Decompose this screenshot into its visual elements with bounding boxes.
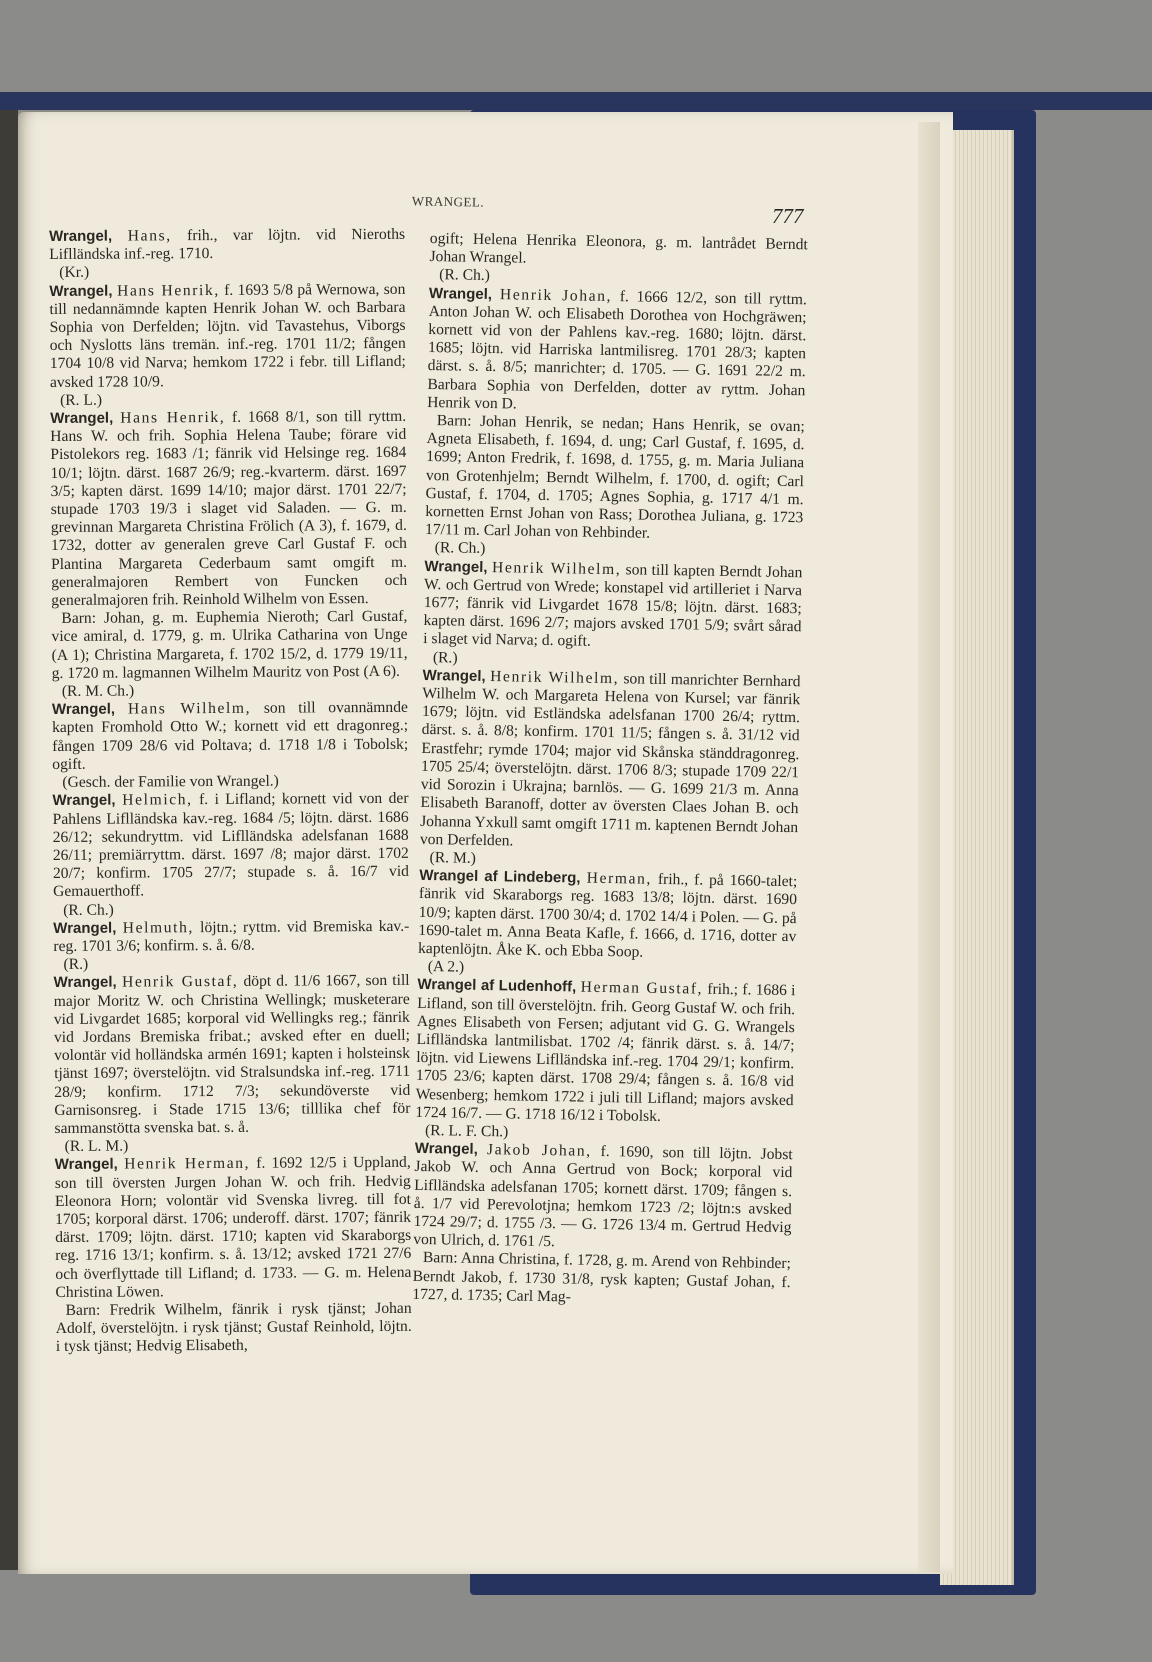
entry-surname: Wrangel, xyxy=(51,700,129,719)
entry-surname: Wrangel, xyxy=(49,282,118,300)
entry-text: f. 1690, son till löjtn. Jobst Jakob W. och Anna Gertrud von Bock; korporal vid Liflländska adelsfanan 1705; kornett därst. 1709; fången s. å. 1/7 vid Perevolotjna; hemkom 1723 /2; löjtn:s avsked 1724 29/7; d. 1755 /3. — G. 1726 13/4 m. Gertrud Hedvig von Ulrich, d. 1761 /5. xyxy=(413,1142,793,1251)
biography-entry xyxy=(53,918,409,957)
entry-children: Barn: Johan, g. m. Euphemia Nieroth; Carl Gustaf, vice amiral, d. 1779, g. m. Ulrika Catharina von Unge (A 1); Christina Margareta, f. 1702 15/2, d. 1779 19/11, g. 1720 m. lagmannen Wilhelm Mauritz von Post (A 6). xyxy=(51,608,408,682)
entry-surname: Wrangel, xyxy=(53,919,123,937)
entry-given-name: Henrik Wilhelm, xyxy=(491,558,622,578)
running-head: WRANGEL. xyxy=(411,193,485,210)
entry-given-name: Hans Henrik, xyxy=(120,408,226,427)
biography-entry xyxy=(54,972,411,1138)
entry-source: (R. L. F. Ch.) xyxy=(424,1121,509,1141)
entry-source: (Kr.) xyxy=(59,264,90,282)
biography-entry xyxy=(49,226,405,265)
entry-surname: Wrangel, xyxy=(52,791,123,810)
entry-text: frih.; f. 1686 i Lifland, son till överstelöjtn. frih. Georg Gustaf W. och frih. Agnes Elisabeth von Fersen; adjutant vid G. G. Wrangels Liflländska lantmilisbat. 1702 /4; fänrik därst. s. å. 14/7; löjtn. vid Liewens Liflländska inf.-reg. 1704 29/1; konfirm. 1705 23/6; kapten därst. 1708 29/4; fången s. å. 16/8 vid Wesenberg; hemkom 1722 i juli till Lifland; majors avsked 1724 16/7. — G. 1718 16/12 i Tobolsk. xyxy=(415,980,796,1125)
entry-given-name: Herman Gustaf, xyxy=(580,978,704,998)
entry-surname: Wrangel, xyxy=(424,557,493,576)
entry-source: (R.) xyxy=(63,955,89,974)
entry-surname: Wrangel af Lindeberg, xyxy=(419,867,587,887)
entry-children: Barn: Fredrik Wilhelm, fänrik i rysk tjänst; Johan Adolf, överstelöjtn. i rysk tjänst; Gustaf Reinhold, löjtn. i tysk tjänst; Hedvig Elisabeth, xyxy=(55,1299,412,1356)
entry-text: son till manrichter Bernhard Wilhelm W. och Margareta Helena von Kursel; var fänrik 1679; löjtn. vid Estländska adelsfanan 1700 26/4; ryttm. därst. s. å. 8/8; konfirm. 1701 11/5; fången s. å. 31/12 vid Erastfehr; rymde 1704; major vid Skånska ständdragonreg. 1705 25/4; överstelöjtn. därst. 1706 8/3; stupade 1709 22/1 vid Sorozin i Ukrajna; barnlös. — G. 1699 21/3 m. Anna Elisabeth Baranoff, dotter av översten Claes Johan B. och Johanna Yxkull samt omgift 1711 m. kaptenen Berndt Johan von Derfelden. xyxy=(419,670,801,850)
entry-text: frih., var löjtn. vid Nieroths Liflländska inf.-reg. 1710. xyxy=(49,225,406,264)
entry-children: Barn: Anna Christina, f. 1728, g. m. Arend von Rehbinder; Berndt Jakob, f. 1730 31/8, rysk kapten; Gustaf Johan, f. 1727, d. 1735; Carl Mag- xyxy=(412,1249,792,1306)
biography-entry xyxy=(55,1154,412,1302)
entry-surname: Wrangel, xyxy=(428,284,501,303)
entry-surname: Wrangel af Ludenhoff, xyxy=(417,976,581,996)
entry-surname: Wrangel, xyxy=(414,1140,488,1159)
right-column xyxy=(412,230,808,1310)
entry-source: (R. L.) xyxy=(60,391,103,409)
entry-text: f. i Lifland; kornett vid von der Pahlens Liflländska kav.-reg. 1684 /5; löjtn. därst. 1686 26/12; sekundryttm. vid Liflländska adelsfanan 1688 26/11; premiärryttm. därst. 1697 /8; major därst. 1702 20/7; konfirm. 1705 27/7; stupade s. å. 16/7 vid Gemauerthoff. xyxy=(52,790,409,901)
entry-surname: Wrangel, xyxy=(53,973,123,992)
biography-entry xyxy=(427,285,807,419)
biography-entry xyxy=(423,558,802,655)
entry-given-name: Helmuth, xyxy=(122,918,195,937)
entry-given-name: Hans Henrik, xyxy=(117,281,220,300)
biography-entry xyxy=(418,867,797,964)
biography-entry xyxy=(50,408,407,610)
biography-entry xyxy=(420,667,801,855)
entry-surname: Wrangel, xyxy=(54,1155,125,1174)
entry-source: (R. M. Ch.) xyxy=(61,682,135,701)
entry-given-name: Henrik Wilhelm, xyxy=(490,667,620,688)
biography-entry xyxy=(49,280,406,391)
entry-text: f. 1668 8/1, son till ryttm. Hans W. och frih. Sophia Helena Taube; förare vid Pistolekors reg. 1683 /1; fänrik vid Helsinge reg. 1684 10/1; löjtn. därst. 1687 26/9; reg.-kvarterm. därst. 1697 3/5; kapten därst. 1699 14/10; major därst. 1701 22/7; stupade 1703 19/3 i slaget vid Saladen. — G. m. grevinnan Margareta Christina Frölich (A 3), f. 1679, d. 1732, dotter av generalen greve Carl Gustaf F. och Plantina Margareta Cederbaum samt omgift m. generalmajoren Rembert von Funcken och generalmajoren frih. Reinhold Wilhelm von Essen. xyxy=(50,407,408,610)
biography-entry xyxy=(413,1140,793,1255)
entry-given-name: Helmich, xyxy=(122,791,193,809)
entry-given-name: Jakob Johan, xyxy=(486,1141,592,1160)
entry-source: (A 2.) xyxy=(427,958,465,976)
continuation-source: (R. Ch.) xyxy=(439,266,491,285)
entry-text: löjtn.; ryttm. vid Bremiska kav.-reg. 1701 3/6; konfirm. s. å. 6/8. xyxy=(53,917,410,955)
biography-entry xyxy=(52,790,409,901)
entry-text: döpt d. 11/6 1667, son till major Moritz W. och Christina Wellingk; musketerare vid Livgardet 1685; korporal vid Wellingks reg.; fänrik vid Jordans Bremiska fribat.; avsked efter en duell; volontär vid holländska armén 1691; kapten i holsteinsk tjänst 1697; överstelöjtn. vid Stralsundska inf.-reg. 1711 28/9; konfirm. 1712 7/3; sekundöverste vid Garnisonsreg. i Stade 1715 13/6; tilllika chef för sammanstötta svenska bat. s. å. xyxy=(53,972,411,1137)
entry-text: f. 1692 12/5 i Uppland, son till översten Jurgen Johan W. och frih. Hedvig Eleonora Horn; volontär vid Svenska livreg. till fot 1705; korporal därst. 1706; underoff. därst. 1707; fänrik därst. 1709; löjtn. därst. 1710; kapten vid Skaraborgs reg. 1716 13/1; konfirm. s. å. 13/12; avsked 1721 27/6 och överflyttade till Lifland; d. 1733. — G. m. Helena Christina Löwen. xyxy=(54,1154,412,1301)
entry-given-name: Herman, xyxy=(586,869,653,888)
left-column xyxy=(49,226,412,1357)
entry-surname: Wrangel, xyxy=(50,409,121,428)
entry-surname: Wrangel, xyxy=(422,666,491,685)
entry-text: son till kapten Berndt Johan W. och Gertrud von Wrede; konstapel vid artilleriet i Narva 1677; fänrik vid Livgardet 1678 15/8; löjtn. därst. 1683; kapten därst. 1696 2/7; majors avsked 1701 5/9; svårt sårad i slaget vid Narva; d. ogift. xyxy=(423,560,803,651)
entry-given-name: Henrik Herman, xyxy=(124,1155,251,1173)
entry-given-name: Hans, xyxy=(127,227,172,245)
entry-text: f. 1666 12/2, son till ryttm. Anton Johan W. och Elisabeth Dorothea von Hochgräwen; kornett vid von der Pahlens kav.-reg. 1680; löjtn. därst. 1685; löjtn. vid Harriska lantmilisreg. 1701 28/3; kapten därst. s. å. 8/5; manrichter; d. 1705. — G. 1691 22/2 m. Barbara Sophia von Derfelden, dotter av ryttm. Johan Henrik von D. xyxy=(427,287,808,413)
entry-given-name: Henrik Johan, xyxy=(499,285,613,305)
entry-source: (R. M.) xyxy=(429,848,477,867)
biography-entry xyxy=(415,976,795,1128)
entry-text: frih., f. på 1660-talet; fänrik vid Skaraborgs reg. 1683 13/8; löjtn. därst. 1690 10/9; kapten därst. 1700 30/4; d. 1702 14/4 i Polen. — G. på 1690-talet m. Anna Beata Kafle, f. 1666, d. 1716, dotter av kaptenlöjtn. Åke K. och Ebba Soop. xyxy=(417,870,798,961)
page-number: 777 xyxy=(772,204,804,228)
entry-source: (R. Ch.) xyxy=(63,901,114,919)
entry-source: (R.) xyxy=(432,648,458,667)
continuation-text: ogift; Helena Henrika Eleonora, g. m. lantrådet Berndt Johan Wrangel. xyxy=(429,230,808,267)
entry-children: Barn: Johan Henrik, se nedan; Hans Henrik, se ovan; Agneta Elisabeth, f. 1694, d. ung; Carl Gustaf, f. 1695, d. 1699; Anton Fredrik, f. 1698, d. 1755, g. m. Maria Juliana von Grotenhjelm; Berndt Wilhelm, f. 1700, d. ogift; Carl Gustaf, f. 1704, d. 1705; Agnes Sophia, g. 1717 4/1 m. kornetten Ernst Johan von Rass; Dorothea Juliana, g. 1723 17/11 m. Carl Johan von Rehbinder. xyxy=(424,412,805,542)
entry-source: (Gesch. der Familie von Wrangel.) xyxy=(62,772,279,792)
entry-source: (R. L. M.) xyxy=(64,1137,129,1156)
entry-source: (R. Ch.) xyxy=(434,539,486,558)
entry-given-name: Hans Wilhelm, xyxy=(127,700,252,718)
entry-text: son till ovannämnde kapten Fromhold Otto W.; kornett vid ett dragonreg.; fången 1709 28/6 vid Poltava; d. 1718 1/8 i Tobolsk; ogift. xyxy=(52,699,409,773)
entry-surname: Wrangel, xyxy=(49,227,128,245)
entry-given-name: Henrik Gustaf, xyxy=(122,973,239,991)
entry-text: f. 1693 5/8 på Wernowa, son till nedannämnde kapten Henrik Johan W. och Barbara Sophia von Derfelden; löjtn. vid Tavastehus, Viborgs och Nyslotts läns tremän. inf.-reg. 1701 11/2; fången 1704 10/8 vid Narva; hemkom 1722 i febr. till Lifland; avsked 1728 10/9. xyxy=(49,280,406,391)
biography-entry xyxy=(52,699,408,774)
